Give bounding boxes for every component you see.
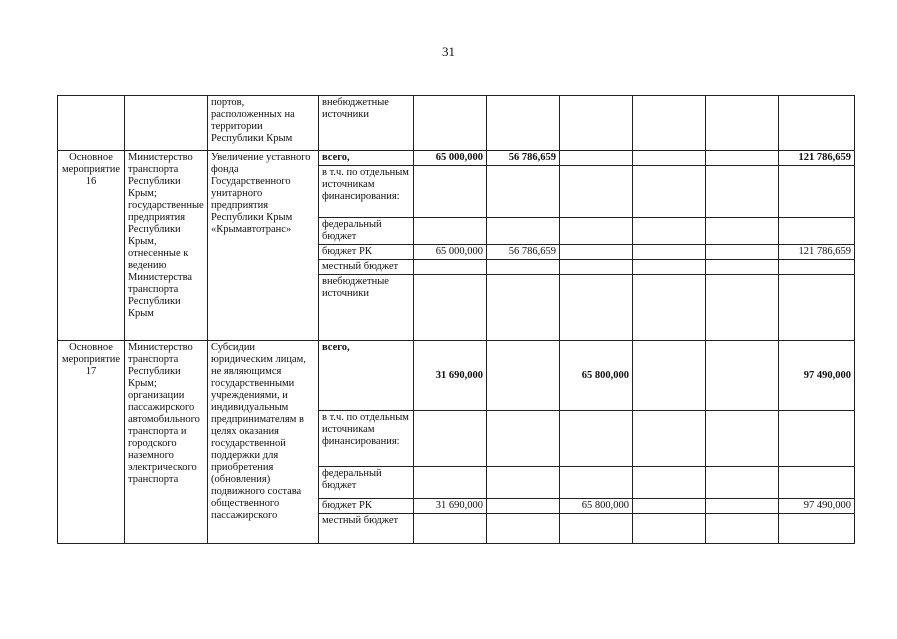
value-cell: 65 800,000 xyxy=(560,341,633,411)
program-text: портов, расположенных на территории Республики Крым xyxy=(208,96,319,151)
value-cell xyxy=(560,245,633,260)
value-cell xyxy=(560,151,633,166)
source-cell: местный бюджет xyxy=(319,514,414,544)
table-row xyxy=(58,96,855,151)
value-cell xyxy=(706,151,779,166)
activity-description: Субсидии юридическим лицам, не являющимся государственными учреждениями, и индивидуальным предпринимателям в целях оказания государственной поддержки для приобретения (обновления) подвижного состава общественного пассажирского xyxy=(208,341,319,544)
source-cell: федеральный бюджет xyxy=(319,467,414,499)
table-row xyxy=(58,341,855,411)
value-cell: 65 000,000 xyxy=(414,245,487,260)
activity-name: Основное мероприятие 17 xyxy=(58,341,125,544)
value-cell xyxy=(633,151,706,166)
value-cell: 65 000,000 xyxy=(414,151,487,166)
value-cell: 31 690,000 xyxy=(414,499,487,514)
source-cell: федеральный бюджет xyxy=(319,218,414,245)
total-cell: 121 786,659 xyxy=(779,151,855,166)
source-cell: всего, xyxy=(319,151,414,166)
source-cell: бюджет РК xyxy=(319,499,414,514)
value-cell xyxy=(487,341,560,411)
executor-name: Министерство транспорта Республики Крым; организации пассажирского автомобильного транспорта и городского наземного электрического транспорта xyxy=(125,341,208,544)
value-cell xyxy=(706,245,779,260)
source-cell: местный бюджет xyxy=(319,260,414,275)
value-cell: 65 800,000 xyxy=(560,499,633,514)
total-cell: 97 490,000 xyxy=(779,341,855,411)
value-cell xyxy=(487,499,560,514)
value-cell: 56 786,659 xyxy=(487,245,560,260)
activity-name: Основное мероприятие 16 xyxy=(58,151,125,341)
value-cell xyxy=(706,341,779,411)
source-cell: бюджет РК xyxy=(319,245,414,260)
source-cell: в т.ч. по отдельным источникам финансирования: xyxy=(319,166,414,218)
value-cell: 31 690,000 xyxy=(414,341,487,411)
budget-table xyxy=(57,95,855,544)
table-row xyxy=(58,151,855,166)
source-cell: всего, xyxy=(319,341,414,411)
value-cell: 56 786,659 xyxy=(487,151,560,166)
source-cell: внебюджетные источники xyxy=(319,96,414,151)
value-cell xyxy=(706,499,779,514)
value-cell xyxy=(633,341,706,411)
value-cell xyxy=(633,499,706,514)
executor-name: Министерство транспорта Республики Крым; государственные предприятия Республики Крым, отнесенные к ведению Министерства транспорта Республики Крым xyxy=(125,151,208,341)
value-cell xyxy=(633,245,706,260)
source-cell: в т.ч. по отдельным источникам финансирования: xyxy=(319,411,414,467)
activity-cell xyxy=(58,96,125,151)
total-cell: 121 786,659 xyxy=(779,245,855,260)
total-cell: 97 490,000 xyxy=(779,499,855,514)
source-cell: внебюджетные источники xyxy=(319,275,414,341)
activity-description: Увеличение уставного фонда Государственного унитарного предприятия Республики Крым «Крымавтотранс» xyxy=(208,151,319,341)
page-number: 31 xyxy=(442,44,455,59)
executor-cell xyxy=(125,96,208,151)
